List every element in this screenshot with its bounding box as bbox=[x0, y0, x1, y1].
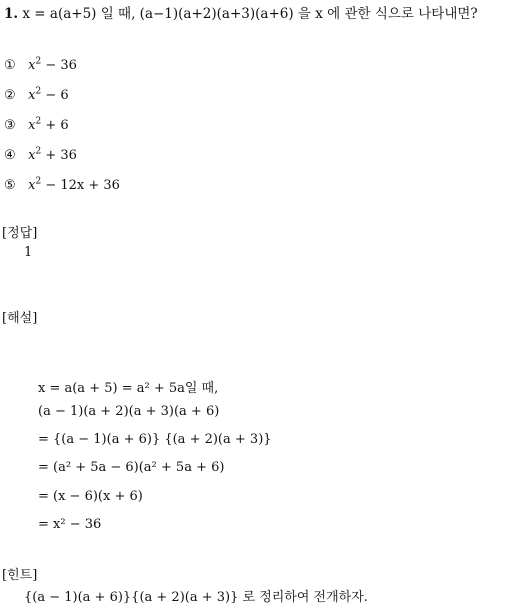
choice-exponent: 2 bbox=[35, 176, 42, 187]
hint-label: [힌트] bbox=[2, 568, 38, 583]
explanation-line-1: x = a(a + 5) = a² + 5a일 때, bbox=[38, 381, 219, 396]
choice-base: x bbox=[28, 118, 36, 133]
choice-exponent: 2 bbox=[35, 56, 42, 67]
choice-number: ⑤ bbox=[4, 178, 16, 193]
choice-rest: − 36 bbox=[41, 58, 77, 73]
explanation-label: [해설] bbox=[2, 311, 38, 326]
explanation-line-2: (a − 1)(a + 2)(a + 3)(a + 6) bbox=[38, 404, 220, 419]
explanation-line-5: = (x − 6)(x + 6) bbox=[38, 489, 143, 504]
question-number: 1. bbox=[4, 6, 19, 22]
choice-rest: − 12x + 36 bbox=[41, 178, 120, 193]
choice-3[interactable] bbox=[4, 118, 69, 133]
choice-rest: + 36 bbox=[41, 148, 77, 163]
choice-rest: − 6 bbox=[41, 88, 69, 103]
choice-exponent: 2 bbox=[35, 116, 42, 127]
choice-exponent: 2 bbox=[35, 146, 42, 157]
choice-base: x bbox=[28, 58, 36, 73]
question-line bbox=[4, 2, 478, 22]
question-text: x = a(a+5) 일 때, (a−1)(a+2)(a+3)(a+6) 을 x 에 관한 식으로 나타내면? bbox=[22, 6, 478, 22]
choice-number: ② bbox=[4, 88, 16, 103]
answer-label: [정답] bbox=[2, 226, 38, 241]
choice-1[interactable] bbox=[4, 58, 77, 73]
answer-value: 1 bbox=[24, 245, 33, 260]
explanation-line-6: = x² − 36 bbox=[38, 517, 102, 532]
choice-rest: + 6 bbox=[41, 118, 69, 133]
choice-exponent: 2 bbox=[35, 86, 42, 97]
choice-base: x bbox=[28, 148, 36, 163]
choice-base: x bbox=[28, 88, 36, 103]
choice-2[interactable] bbox=[4, 88, 69, 103]
explanation-line-4: = (a² + 5a − 6)(a² + 5a + 6) bbox=[38, 460, 225, 475]
choice-number: ③ bbox=[4, 118, 16, 133]
choice-number: ① bbox=[4, 58, 16, 73]
hint-text: {(a − 1)(a + 6)}{(a + 2)(a + 3)} 로 정리하여 전개하자. bbox=[24, 590, 368, 605]
choice-4[interactable] bbox=[4, 148, 77, 163]
choice-number: ④ bbox=[4, 148, 16, 163]
explanation-line-3: = {(a − 1)(a + 6)} {(a + 2)(a + 3)} bbox=[38, 432, 272, 447]
choice-5[interactable] bbox=[4, 178, 120, 193]
choice-base: x bbox=[28, 178, 36, 193]
